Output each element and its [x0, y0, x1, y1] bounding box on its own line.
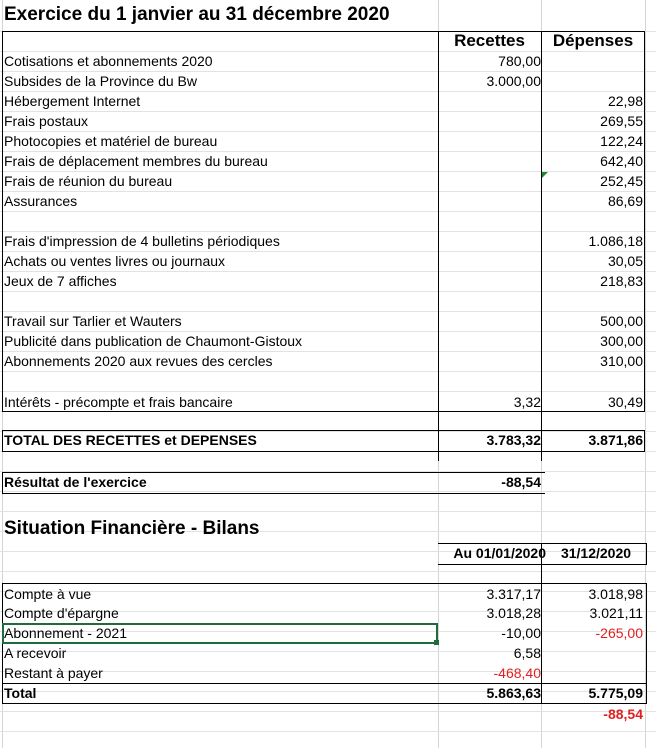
bilan-row-fin[interactable]: 3.018,98 [588, 586, 643, 602]
row-label[interactable]: Cotisations et abonnements 2020 [4, 53, 213, 69]
row-depenses[interactable]: 1.086,18 [588, 233, 643, 249]
row-depenses[interactable] [541, 72, 643, 92]
row-recettes[interactable] [438, 112, 541, 132]
row-label[interactable]: Frais d'impression de 4 bulletins périodiques [4, 233, 280, 249]
active-cell-selection[interactable] [2, 623, 438, 644]
total-label[interactable]: TOTAL DES RECETTES et DEPENSES [4, 432, 257, 448]
row-label[interactable]: Intérêts - précompte et frais bancaire [4, 394, 233, 410]
bilan-title: Situation Financière - Bilans [4, 518, 260, 539]
row-label[interactable]: Frais de déplacement membres du bureau [4, 153, 268, 169]
row-recettes[interactable] [438, 152, 541, 172]
row-label[interactable]: Travail sur Tarlier et Wauters [4, 313, 182, 329]
row-recettes[interactable] [438, 352, 541, 372]
bilan-row-fin[interactable] [541, 664, 643, 684]
header-depenses: Dépenses [552, 31, 634, 50]
row-depenses[interactable]: 252,45 [600, 173, 643, 189]
row-recettes[interactable] [438, 312, 541, 332]
row-depenses[interactable]: 300,00 [600, 333, 643, 349]
header-recettes: Recettes [454, 31, 525, 50]
row-label[interactable]: Publicité dans publication de Chaumont-Gistoux [4, 333, 303, 349]
bilan-row-label[interactable]: A recevoir [4, 645, 67, 661]
row-recettes[interactable] [438, 172, 541, 192]
grid-row-line [0, 571, 656, 572]
row-label[interactable]: Jeux de 7 affiches [4, 273, 117, 289]
bilan-row-debut[interactable]: -468,40 [493, 665, 541, 681]
row-label[interactable]: Subsides de la Province du Bw [4, 73, 197, 89]
row-recettes[interactable] [438, 232, 541, 252]
row-label[interactable]: Frais postaux [4, 113, 89, 129]
row-recettes[interactable] [438, 92, 541, 112]
row-label[interactable]: Abonnements 2020 aux revues des cercles [4, 353, 273, 369]
bilan-row-label[interactable]: Compte d'épargne [4, 605, 119, 621]
bilan-row-debut[interactable]: -10,00 [501, 625, 541, 641]
bilan-header-debut: Au 01/01/2020 [453, 545, 546, 561]
row-recettes[interactable]: 3,32 [513, 394, 541, 410]
row-label[interactable]: Assurances [4, 193, 78, 209]
row-depenses[interactable]: 500,00 [600, 313, 643, 329]
row-label[interactable]: Hébergement Internet [4, 93, 141, 109]
bilan-total-fin[interactable]: 5.775,09 [588, 685, 643, 701]
bilan-row-label[interactable]: Restant à payer [4, 665, 103, 681]
total-depenses[interactable]: 3.871,86 [588, 432, 643, 448]
row-depenses[interactable]: 218,83 [600, 273, 643, 289]
bilan-total-label[interactable]: Total [4, 685, 37, 701]
row-recettes[interactable] [438, 252, 541, 272]
row-label[interactable]: Frais de réunion du bureau [4, 173, 173, 189]
bilan-row-debut[interactable]: 6,58 [513, 645, 541, 661]
row-recettes[interactable] [438, 192, 541, 212]
row-label[interactable]: Achats ou ventes livres ou journaux [4, 253, 226, 269]
row-depenses[interactable]: 642,40 [600, 153, 643, 169]
row-depenses[interactable]: 269,55 [600, 113, 643, 129]
row-recettes[interactable]: 780,00 [498, 53, 541, 69]
row-recettes[interactable] [438, 332, 541, 352]
bilan-row-fin[interactable] [541, 644, 643, 664]
grid-row-line [0, 731, 656, 732]
row-depenses[interactable]: 310,00 [600, 353, 643, 369]
total-recettes[interactable]: 3.783,32 [486, 432, 541, 448]
row-recettes[interactable]: 3.000,00 [486, 73, 541, 89]
bilan-row-debut[interactable]: 3.018,28 [486, 605, 541, 621]
row-depenses[interactable]: 86,69 [607, 193, 643, 209]
fill-handle[interactable] [434, 640, 439, 645]
bilan-total-debut[interactable]: 5.863,63 [486, 685, 541, 701]
row-depenses[interactable]: 30,05 [607, 253, 643, 269]
row-depenses[interactable]: 22,98 [607, 93, 643, 109]
bilan-row-fin[interactable]: 3.021,11 [589, 605, 643, 621]
row-depenses[interactable]: 30,49 [607, 394, 643, 410]
row-label[interactable]: Photocopies et matériel de bureau [4, 133, 218, 149]
bilan-row-debut[interactable]: 3.317,17 [486, 586, 541, 602]
row-depenses[interactable] [541, 52, 643, 72]
row-recettes[interactable] [438, 132, 541, 152]
resultat-value[interactable]: -88,54 [501, 474, 541, 490]
bilan-row-label[interactable]: Compte à vue [4, 586, 92, 602]
resultat-label[interactable]: Résultat de l'exercice [4, 474, 147, 490]
bilan-row-label[interactable]: Abonnement - 2021 [4, 625, 127, 641]
bilan-row-fin[interactable]: -265,00 [595, 625, 643, 641]
row-recettes[interactable] [438, 272, 541, 292]
bilan-header-fin: 31/12/2020 [560, 545, 632, 561]
grid-row-line [0, 511, 656, 512]
row-depenses[interactable]: 122,24 [600, 133, 643, 149]
error-indicator-triangle [542, 172, 548, 178]
bilan-difference[interactable]: -88,54 [603, 706, 643, 722]
sheet-title: Exercice du 1 janvier au 31 décembre 2020 [4, 4, 390, 25]
